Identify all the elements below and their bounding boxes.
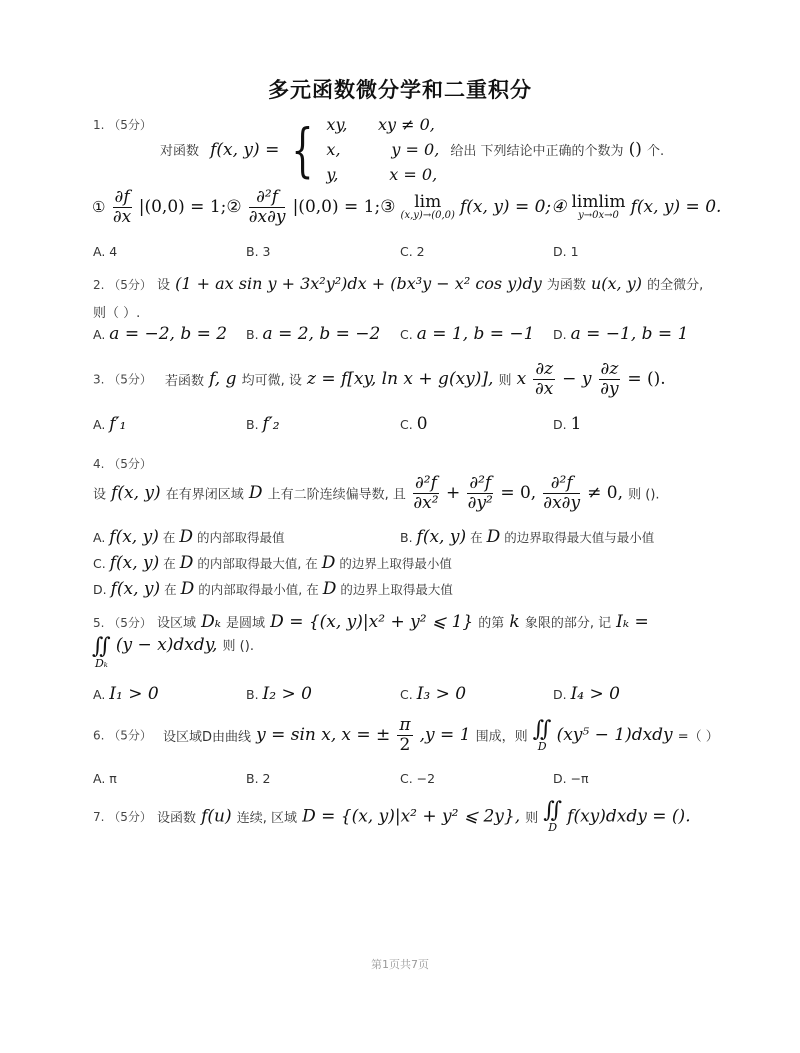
question-6: [93, 716, 719, 754]
coefficient: − y: [562, 369, 592, 390]
piecewise-cases: [326, 112, 439, 187]
option-b[interactable]: B. 2: [246, 771, 271, 786]
function-name: f(u): [201, 806, 232, 827]
question-text: 则: [525, 811, 539, 826]
iterated-limit-operator: limlim y→0x→0: [571, 191, 626, 221]
question-text: 若函数: [165, 373, 205, 389]
question-text: 围成，则: [475, 729, 528, 745]
question-text: 设区域D由曲线: [163, 729, 252, 745]
option-b[interactable]: B. f(x, y) 在 D 的边界取得最大值与最小值: [400, 527, 655, 547]
partial-z-y: $\frac{\partial z}{\partial y}$: [600, 359, 619, 399]
question-4: [93, 474, 660, 512]
option-a[interactable]: A. a = −2, b = 2: [93, 324, 228, 344]
option-d[interactable]: D. 1: [553, 244, 579, 259]
case-row: y, x = 0,: [326, 165, 438, 184]
question-2: [93, 274, 703, 293]
question-number: 1. （5分）: [93, 118, 152, 132]
equation-tail: = ().: [627, 369, 666, 390]
double-integral: ∬ D: [543, 798, 563, 834]
double-integral: ∬ D: [532, 716, 552, 753]
question-1-statements: [92, 188, 721, 226]
question-text: 个.: [646, 144, 665, 159]
question-number: 3. （5分）: [93, 372, 152, 387]
integrand: (xy⁵ − 1)dxdy: [556, 725, 673, 746]
curve: x = ±: [341, 725, 391, 746]
option-b[interactable]: B. 3: [246, 244, 271, 259]
integrand: (y − x)dxdy,: [115, 634, 218, 655]
mixed-partial: $\frac{\text{∂²f}}{\partial x\partial y}$: [543, 473, 581, 513]
question-text: =（ ）: [677, 729, 719, 745]
question-5-line2: [92, 636, 254, 669]
function-expression: f(x, y) =: [210, 139, 280, 160]
answer-blank: (): [628, 139, 642, 160]
statement-marker: ①: [92, 198, 106, 217]
question-text: 是圆域: [226, 616, 266, 631]
region-definition: D = {(x, y)|x² + y² ⩽ 2y},: [302, 806, 521, 827]
question-text: 上有二阶连续偏导数, 且: [267, 487, 406, 503]
page-title: 多元函数微分学和二重积分: [268, 78, 532, 102]
question-text: 给出 下列结论中正确的个数为: [450, 144, 624, 159]
option-d[interactable]: D. a = −1, b = 1: [553, 324, 689, 344]
question-text: 设函数: [157, 811, 197, 826]
question-number: 5. （5分）: [93, 616, 152, 630]
option-a[interactable]: A. I₁ > 0: [93, 684, 159, 704]
mixed-partial: $\frac{\text{∂²f}}{\partial x\partial y}$: [248, 187, 286, 227]
question-text: 设: [157, 278, 171, 293]
pi-over-two: $\frac{\pi}{2}$: [399, 715, 411, 755]
region-definition: D = {(x, y)|x² + y² ⩽ 1}: [270, 612, 474, 632]
function-name: f(x, y): [111, 483, 161, 504]
question-text: 则 ().: [628, 487, 660, 503]
question-1-stem: [160, 112, 664, 187]
question-text: 均可微, 设: [241, 373, 302, 389]
differential-expression: (1 + ax sin y + 3x²y²)dx + (bx³y − x² cos y)dy: [175, 274, 542, 293]
question-text: 设: [93, 487, 107, 503]
question-text: 连续, 区域: [236, 811, 297, 826]
function-name: u(x, y): [590, 274, 642, 293]
question-text: 象限的部分, 记: [524, 616, 612, 631]
limit-operator: lim (x,y)→(0,0): [400, 191, 455, 221]
question-text: 对函数: [160, 144, 200, 159]
option-b[interactable]: B. a = 2, b = −2: [246, 324, 381, 344]
question-text: 则: [498, 373, 512, 389]
question-text: 设区域: [157, 616, 197, 631]
second-partial-y: $\frac{\text{∂²f}}{\text{∂y²}}$: [467, 473, 493, 513]
region-name: D: [248, 483, 263, 504]
composite-function: z = f[xy, ln x + g(xy)],: [306, 369, 494, 390]
question-3: [93, 360, 666, 398]
question-text: 为函数: [546, 278, 586, 293]
integrand: f(xy)dxdy = ().: [567, 806, 691, 827]
left-brace: {: [291, 115, 314, 184]
partial-z-x: $\frac{\partial z}{\partial x}$: [535, 359, 554, 399]
option-a[interactable]: A. 4: [93, 244, 118, 259]
case-row: x, y = 0,: [326, 140, 440, 159]
case-row: xy, xy ≠ 0,: [326, 115, 435, 134]
option-d[interactable]: D. 1: [553, 414, 582, 434]
coefficient: x: [516, 369, 527, 390]
question-text: 的全微分,: [647, 278, 704, 293]
statement-text: f(x, y) = 0;④: [460, 197, 567, 218]
equation-text: ≠ 0,: [587, 483, 624, 504]
curve: ,y = 1: [419, 725, 471, 746]
question-number: 7. （5分）: [93, 810, 152, 824]
option-a[interactable]: A. f(x, y) 在 D 的内部取得最值: [93, 527, 285, 547]
option-c[interactable]: C. −2: [400, 771, 436, 786]
option-c[interactable]: C. 0: [400, 414, 428, 434]
option-d[interactable]: D. f(x, y) 在 D 的内部取得最小值, 在 D 的边界上取得最大值: [93, 579, 453, 599]
option-a[interactable]: A. π: [93, 771, 117, 786]
statement-text: |(0,0) = 1;②: [138, 197, 242, 218]
quadrant-index: k: [509, 612, 520, 632]
option-c[interactable]: C. I₃ > 0: [400, 684, 467, 704]
option-d[interactable]: D. I₄ > 0: [553, 684, 620, 704]
page-footer: 第1页共7页: [371, 958, 429, 971]
question-number: 2. （5分）: [93, 278, 152, 292]
statement-text: |(0,0) = 1;③: [292, 197, 396, 218]
question-5: [93, 612, 649, 632]
question-text: 的第: [478, 616, 505, 631]
option-b[interactable]: B. f′₂: [246, 414, 280, 434]
curve: y = sin x,: [256, 725, 337, 746]
question-number: 6. （5分）: [93, 728, 152, 743]
option-c[interactable]: C. a = 1, b = −1: [400, 324, 535, 344]
partial-derivative: $\frac{\partial f}{\partial x}$: [112, 187, 132, 227]
option-c[interactable]: C. 2: [400, 244, 425, 259]
operator: +: [445, 483, 461, 504]
subregion-name: Dₖ: [201, 612, 221, 632]
double-integral: ∬ Dₖ: [92, 634, 111, 670]
option-b[interactable]: B. I₂ > 0: [246, 684, 312, 704]
option-a[interactable]: A. f′₁: [93, 414, 127, 434]
question-4-number: 4. （5分）: [93, 457, 152, 471]
option-c[interactable]: C. f(x, y) 在 D 的内部取得最大值, 在 D 的边界上取得最小值: [93, 553, 452, 573]
function-names: f, g: [209, 369, 237, 390]
option-d[interactable]: D. −π: [553, 771, 589, 786]
question-2-line2: 则（ ）.: [93, 306, 141, 321]
question-7: [93, 800, 691, 833]
statement-text: f(x, y) = 0.: [630, 197, 722, 218]
question-text: 在有界闭区域: [165, 487, 244, 503]
second-partial-x: $\frac{\text{∂²f}}{\text{∂x²}}$: [413, 473, 439, 513]
equation-text: = 0,: [500, 483, 537, 504]
integral-name: Iₖ =: [616, 612, 649, 632]
question-text: 则 ().: [222, 639, 254, 654]
